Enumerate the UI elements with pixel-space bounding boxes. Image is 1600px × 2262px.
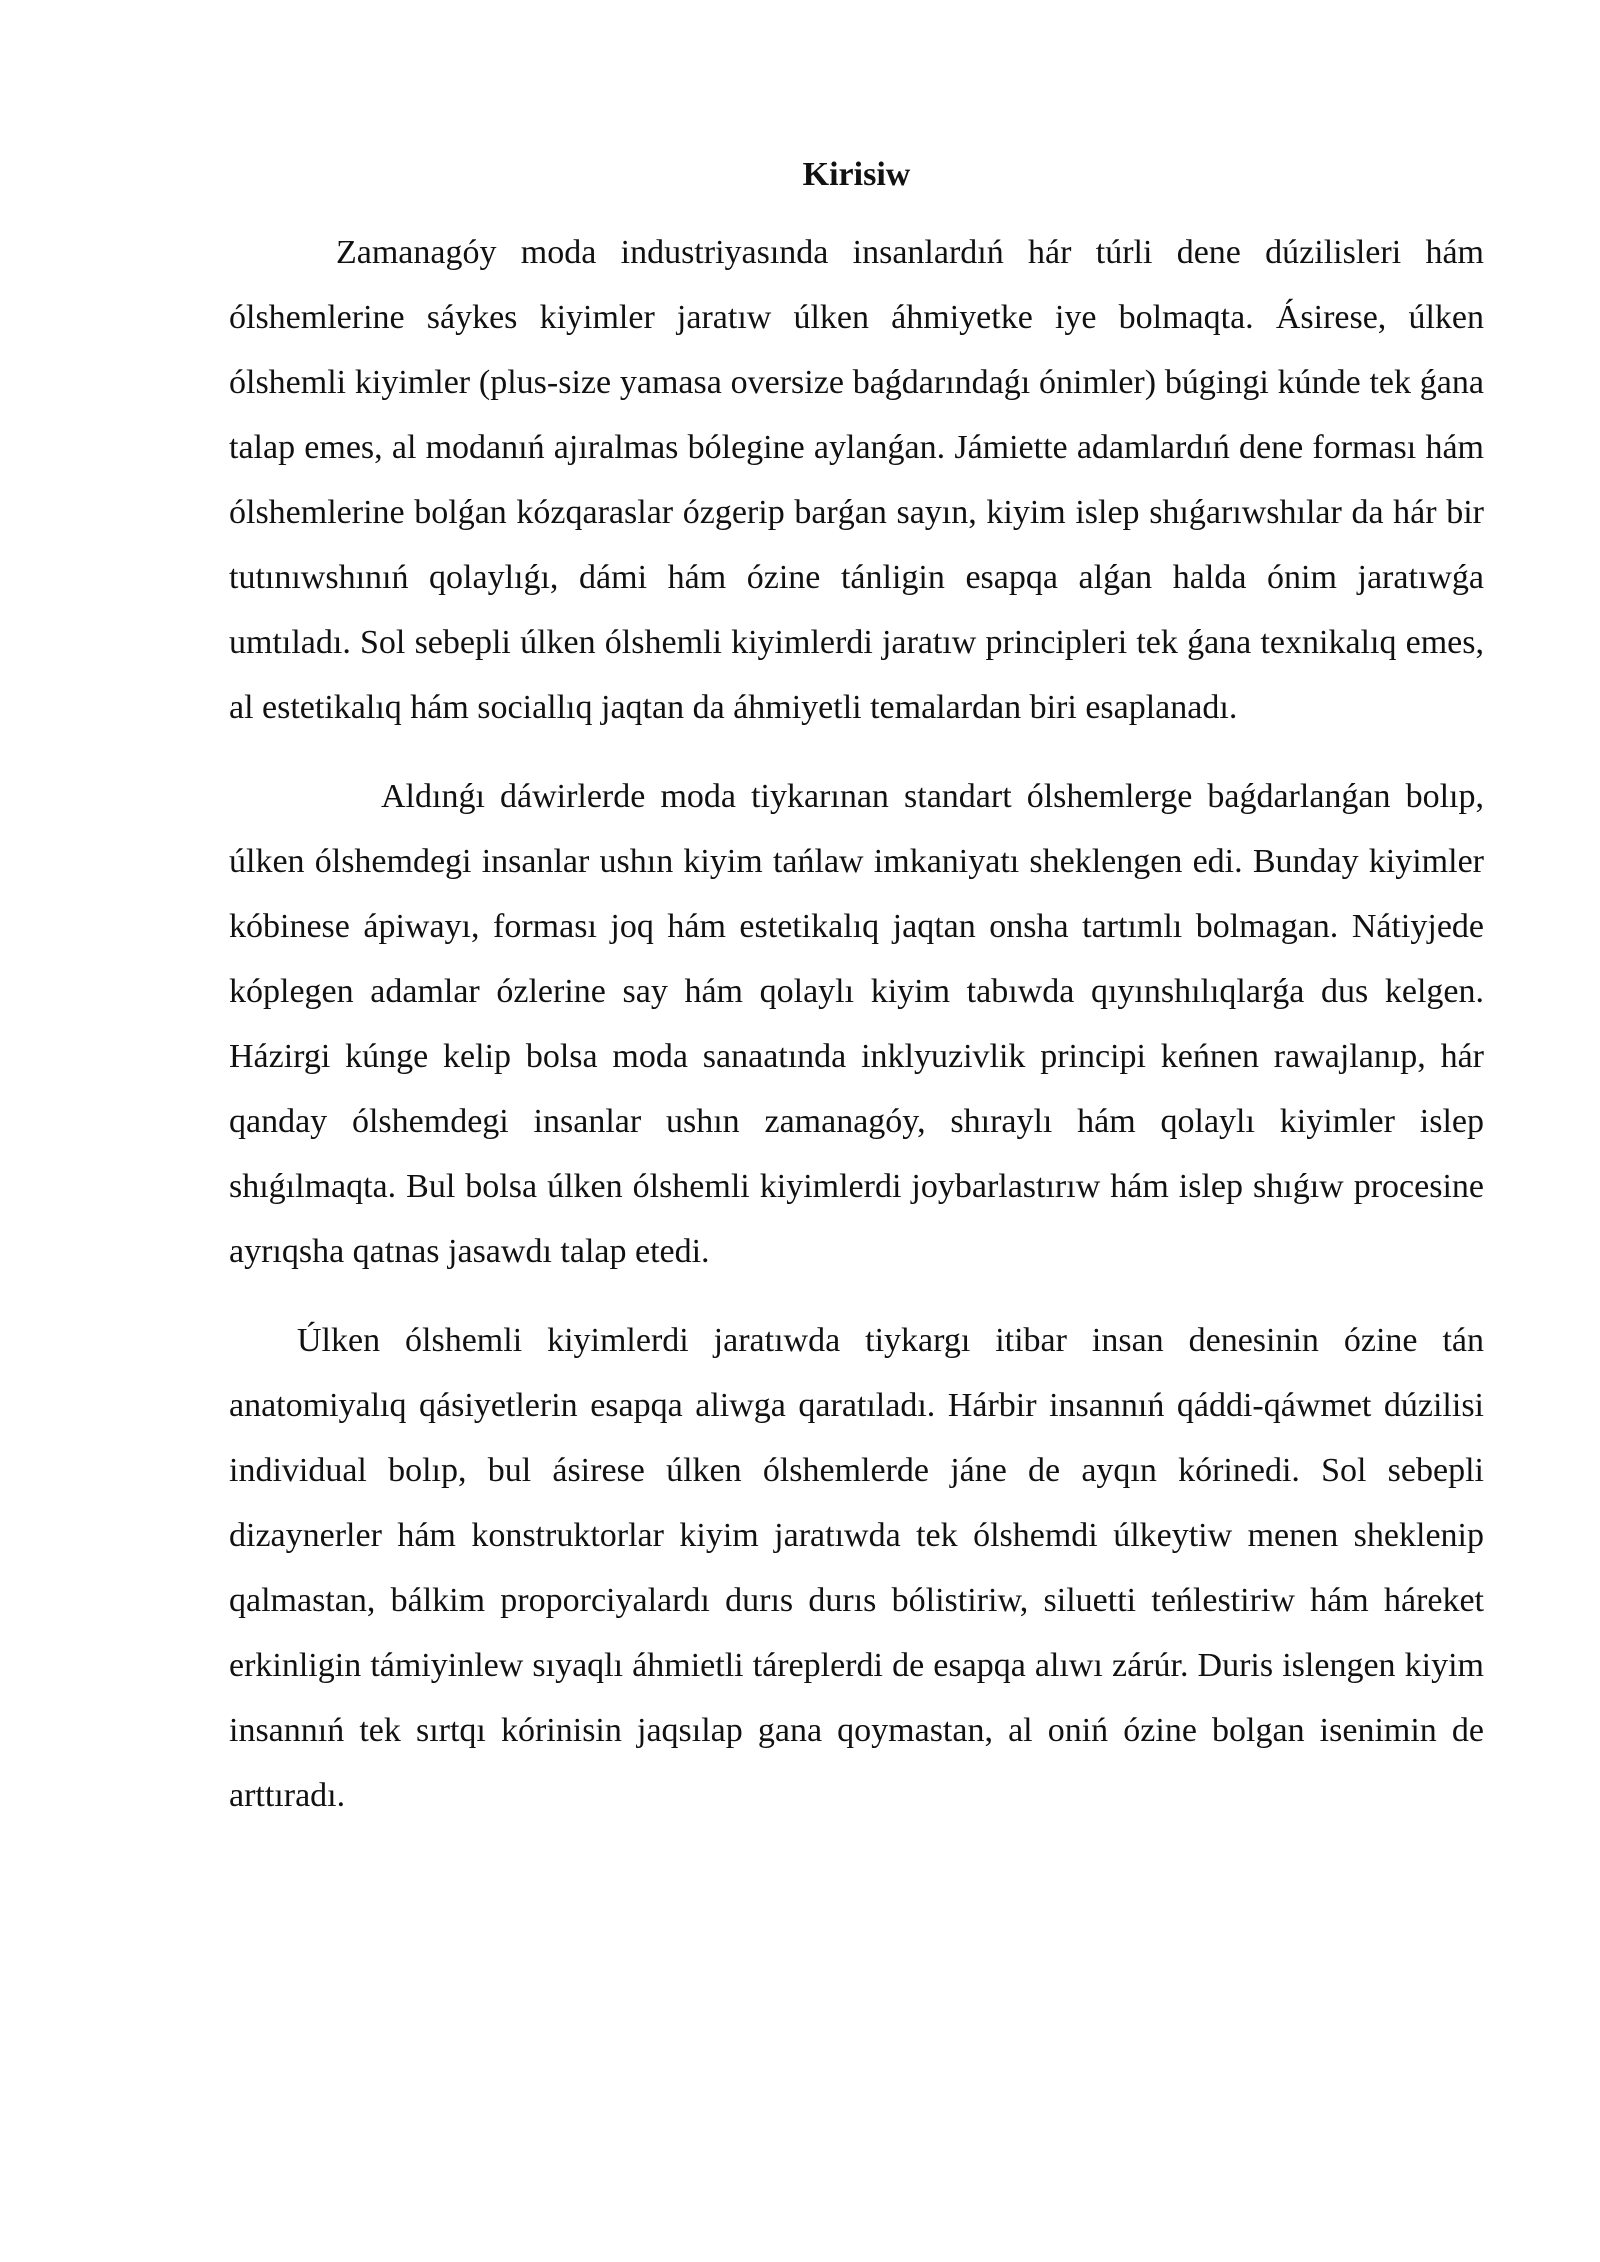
paragraph-1: Zamanagóy moda industriyasında insanlardıń hár túrli dene dúzilisleri hám ólshemlerine sáykes kiyimler jaratıw úlken áhmiyetke iye bolmaqta. Ásirese, úlken ólshemli kiyimler (plus-size yamasa oversize baǵdarındaǵı ónimler) búgingi kúnde tek ǵana talap emes, al modanıń ajıralmas bólegine aylanǵan. Jámiette adamlardıń dene forması hám ólshemlerine bolǵan kózqaraslar ózgerip barǵan sayın, kiyim islep shıǵarıwshılar da hár bir tutınıwshınıń qolaylıǵı, dámi hám ózine tánligin esapqa alǵan halda ónim jaratıwǵa umtıladı. Sol sebepli úlken ólshemli kiyimlerdi jaratıw principleri tek ǵana texnikalıq emes, al estetikalıq hám sociallıq jaqtan da áhmiyetli temalardan biri esaplanadı.: [229, 234, 1484, 726]
document-page: [229, 150, 1484, 1828]
paragraph-3: Úlken ólshemli kiyimlerdi jaratıwda tiykargı itibar insan denesinin ózine tán anatomiyalıq qásiyetlerin esapqa aliwga qaratıladı. Hárbir insannıń qáddi-qáwmet dúzilisi individual bolıp, bul ásirese úlken ólshemlerde jáne de ayqın kórinedi. Sol sebepli dizaynerler hám konstruktorlar kiyim jaratıwda tek ólshemdi úlkeytiw menen sheklenip qalmastan, bálkim proporciyalardı durıs durıs bólistiriw, siluetti teńlestiriw hám háreket erkinligin támiyinlew sıyaqlı áhmietli tárеplerdi de esapqa alıwı zárúr. Duris islengen kiyim insannıń tek sırtqı kórinisin jaqsılap gana qoymastan, al oniń ózine bolgan isenimin de arttıradı.: [229, 1322, 1484, 1814]
document-title: Kirisiw: [802, 156, 911, 193]
paragraph-2: Aldınǵı dáwirlerde moda tiykarınan standart ólshemlerge baǵdarlanǵan bolıp, úlken ólshemdegi insanlar ushın kiyim tańlaw imkaniyatı sheklengen edi. Bunday kiyimler kóbinese ápiwayı, forması joq hám estetikalıq jaqtan onsha tartımlı bolmagan. Nátiyjede kóplegen adamlar ózlerine say hám qolaylı kiyim tabıwda qıyınshılıqlarǵa dus kelgen. Házirgi kúnge kelip bolsa moda sanaatında inklyuzivlik principi keńnen rawajlanıp, hár qanday ólshemdegi insanlar ushın zamanagóy, shıraylı hám qolaylı kiyimler islep shıǵılmaqta. Bul bolsa úlken ólshemli kiyimlerdi joybarlastırıw hám islep shıǵıw procesine ayrıqsha qatnas jasawdı talap etedi.: [229, 778, 1484, 1270]
